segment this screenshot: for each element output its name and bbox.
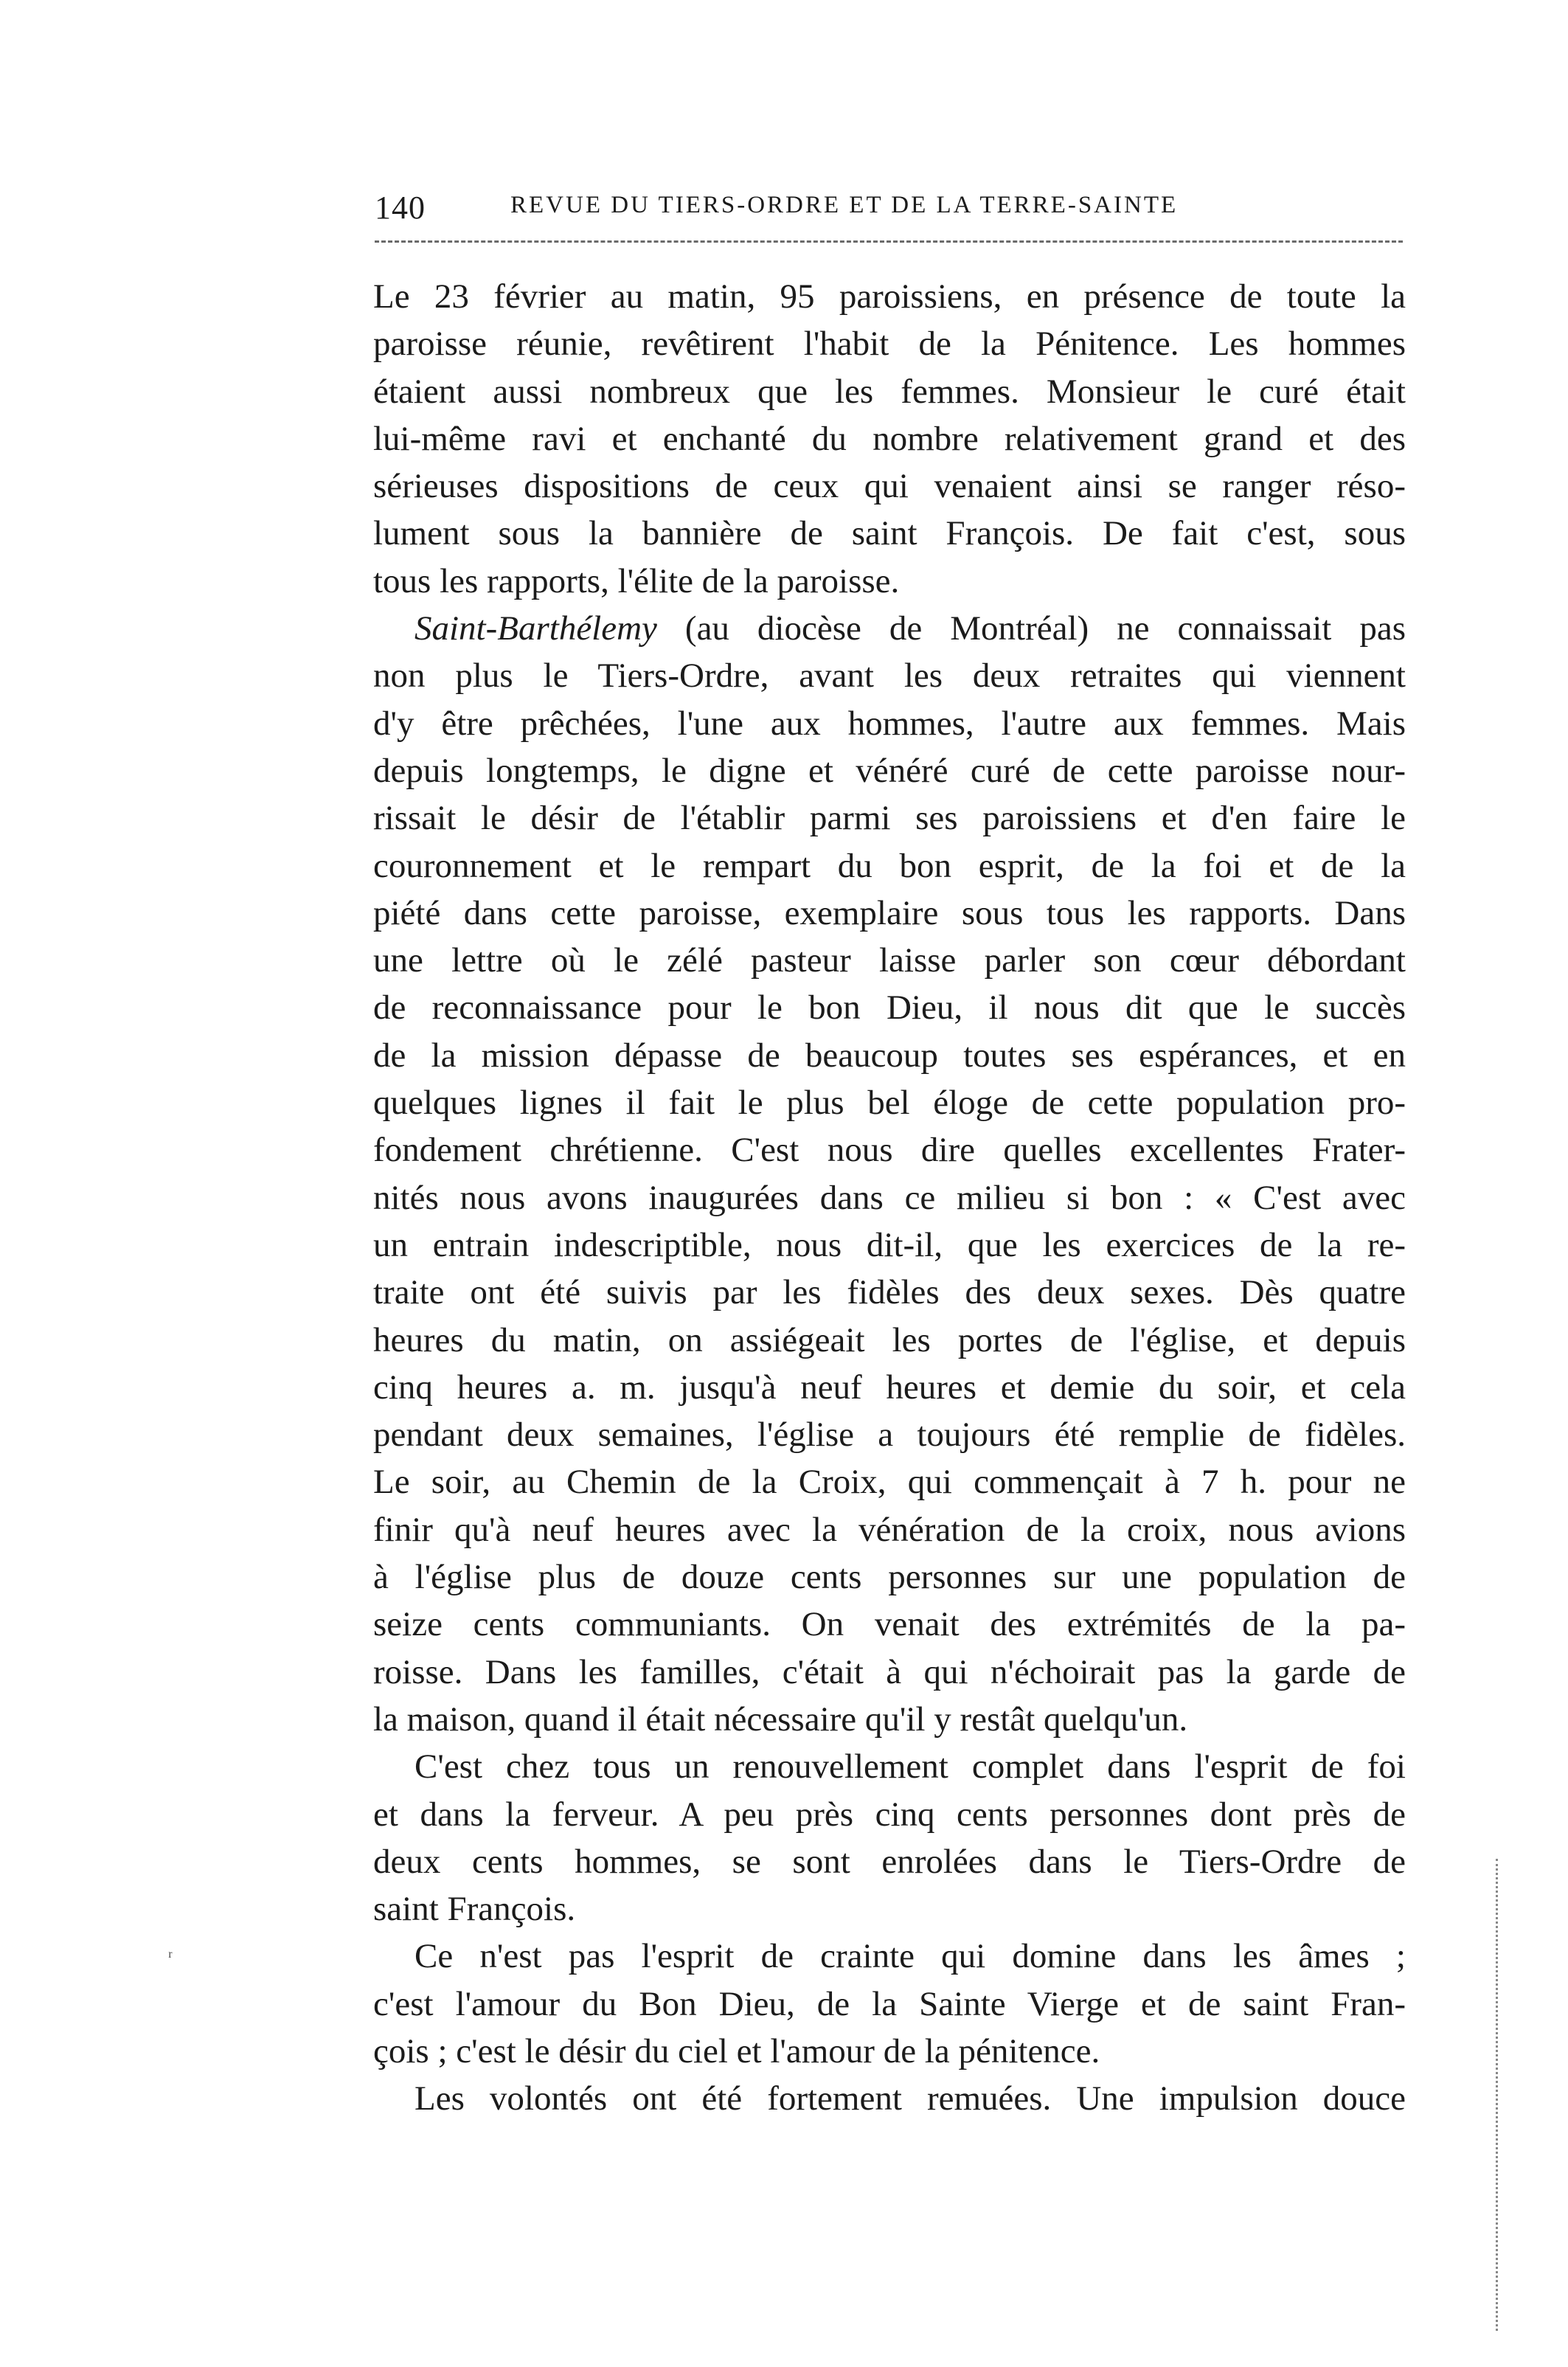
text-line: Les volontés ont été fortement remuées. Une impulsion douce (414, 2079, 1406, 2118)
page-number: 140 (375, 190, 426, 226)
text-line: rissait le désir de l'établir parmi ses paroissiens et d'en faire le (373, 799, 1406, 838)
text-line: paroisse réunie, revêtirent l'habit de la Pénitence. Les hommes (373, 325, 1406, 364)
text-line: quelques lignes il fait le plus bel éloge de cette population pro- (373, 1084, 1406, 1123)
text-line: une lettre où le zélé pasteur laisse parler son cœur débordant (373, 941, 1406, 980)
running-title: REVUE DU TIERS-ORDRE ET DE LA TERRE-SAINTE (510, 192, 1179, 218)
paragraph-3 (373, 1743, 1406, 1933)
lead-line-rest: (au diocèse de Montréal) ne connaissait pas (656, 609, 1406, 648)
text-line: Le 23 février au matin, 95 paroissiens, en présence de toute la (373, 277, 1406, 316)
text-line: fondement chrétienne. C'est nous dire quelles excellentes Frater- (373, 1131, 1406, 1170)
text-line: depuis longtemps, le digne et vénéré curé de cette paroisse nour- (373, 751, 1406, 790)
margin-mark: ʳ (168, 1946, 173, 1967)
text-line: nités nous avons inaugurées dans ce milieu si bon : « C'est avec (373, 1178, 1406, 1217)
text-line: sérieuses dispositions de ceux qui venaient ainsi se ranger réso- (373, 467, 1406, 506)
text-line: lui-même ravi et enchanté du nombre relativement grand et des (373, 419, 1406, 458)
text-line: de reconnaissance pour le bon Dieu, il nous dit que le succès (373, 988, 1406, 1027)
paragraph-5 (373, 2075, 1406, 2122)
text-line: à l'église plus de douze cents personnes sur une population de (373, 1558, 1406, 1597)
text-line: c'est l'amour du Bon Dieu, de la Sainte Vierge et de saint Fran- (373, 1984, 1406, 2023)
text-line: pendant deux semaines, l'église a toujours été remplie de fidèles. (373, 1415, 1406, 1455)
text-line: et dans la ferveur. A peu près cinq cents personnes dont près de (373, 1795, 1406, 1834)
text-line: çois ; c'est le désir du ciel et l'amour de la pénitence. (373, 2031, 1100, 2070)
text-line: la maison, quand il était nécessaire qu'il y restât quelqu'un. (373, 1699, 1188, 1739)
text-line: traite ont été suivis par les fidèles des deux sexes. Dès quatre (373, 1273, 1406, 1312)
text-line: d'y être prêchées, l'une aux hommes, l'autre aux femmes. Mais (373, 704, 1406, 743)
running-head (375, 189, 1404, 233)
paragraph-4 (373, 1933, 1406, 2075)
paragraph-2 (373, 605, 1406, 1743)
page-edge-shadow (1496, 1859, 1501, 2331)
paragraph-1 (373, 273, 1406, 605)
text-line: C'est chez tous un renouvellement complet dans l'esprit de foi (414, 1747, 1406, 1786)
text-line-lead (373, 605, 1406, 652)
text-line: lument sous la bannière de saint François. De fait c'est, sous (373, 514, 1406, 553)
text-line: saint François. (373, 1890, 576, 1929)
text-line: non plus le Tiers-Ordre, avant les deux retraites qui viennent (373, 656, 1406, 696)
text-line: piété dans cette paroisse, exemplaire sous tous les rapports. Dans (373, 893, 1406, 932)
text-line: seize cents communiants. On venait des extrémités de la pa- (373, 1605, 1406, 1644)
text-line: finir qu'à neuf heures avec la vénération de la croix, nous avions (373, 1510, 1406, 1549)
text-line: Le soir, au Chemin de la Croix, qui commençait à 7 h. pour ne (373, 1463, 1406, 1502)
header-rule (375, 240, 1403, 243)
place-name-italic: Saint-Barthélemy (414, 609, 657, 648)
text-line: étaient aussi nombreux que les femmes. Monsieur le curé était (373, 372, 1406, 411)
text-line: cinq heures a. m. jusqu'à neuf heures et demie du soir, et cela (373, 1368, 1406, 1407)
text-line: tous les rapports, l'élite de la paroisse. (373, 561, 900, 600)
text-line: un entrain indescriptible, nous dit-il, que les exercices de la re- (373, 1225, 1406, 1264)
text-line: roisse. Dans les familles, c'était à qui n'échoirait pas la garde de (373, 1652, 1406, 1691)
text-line: deux cents hommes, se sont enrolées dans le Tiers-Ordre de (373, 1842, 1406, 1881)
text-line: heures du matin, on assiégeait les portes de l'église, et depuis (373, 1320, 1406, 1359)
text-line: Ce n'est pas l'esprit de crainte qui domine dans les âmes ; (414, 1937, 1406, 1976)
body-text (373, 273, 1406, 2123)
text-line: de la mission dépasse de beaucoup toutes ses espérances, et en (373, 1036, 1406, 1075)
text-line: couronnement et le rempart du bon esprit, de la foi et de la (373, 846, 1406, 885)
